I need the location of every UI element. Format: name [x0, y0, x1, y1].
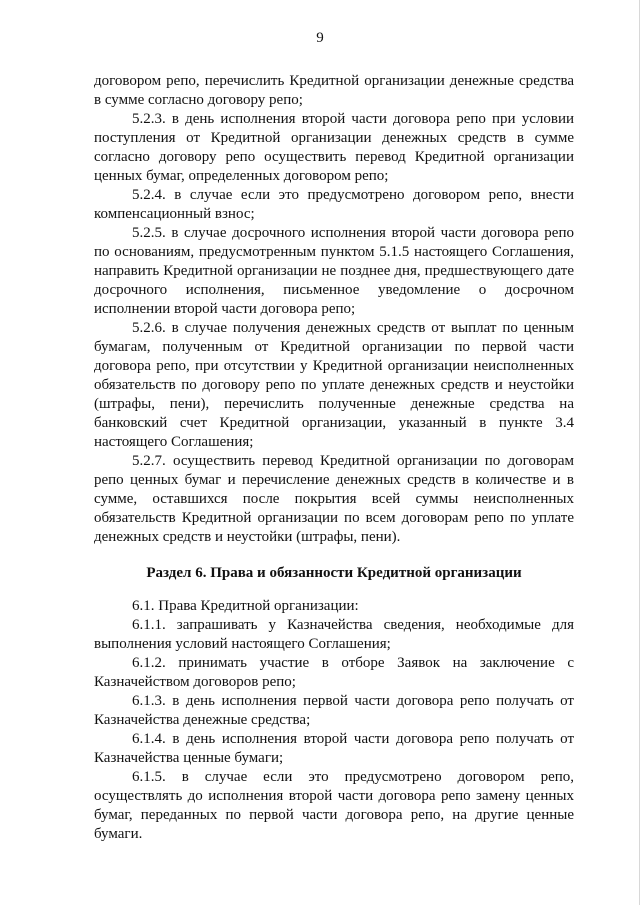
page-number: 9: [316, 30, 324, 46]
paragraph-continuation: договором репо, перечислить Кредитной организации денежные средства в сумме согласно договору репо;: [94, 73, 574, 108]
paragraph-5-2-4: 5.2.4. в случае если это предусмотрено договором репо, внести компенсационный взнос;: [94, 187, 574, 222]
paragraph-5-2-3: 5.2.3. в день исполнения второй части договора репо при условии поступления от Кредитной организации денежных средств в сумме согласно договору репо осуществить перевод Кредитной организации ценных бумаг, определенных договором репо;: [94, 111, 574, 184]
paragraph-5-2-5: 5.2.5. в случае досрочного исполнения второй части договора репо по основаниям, предусмотренным пунктом 5.1.5 настоящего Соглашения, направить Кредитной организации не позднее дня, предшествующего дате досрочного исполнения, письменное уведомление о досрочном исполнении второй части договора репо;: [94, 225, 574, 317]
paragraph-6-1-3: 6.1.3. в день исполнения первой части договора репо получать от Казначейства денежные средства;: [94, 693, 574, 728]
paragraph-5-2-6: 5.2.6. в случае получения денежных средств от выплат по ценным бумагам, полученным от Кредитной организации по первой части договора репо, при отсутствии у Кредитной организации неисполненных обязательств по договору репо по уплате денежных средств и неустойки (штрафы, пени), перечислить полученные денежные средства на банковский счет Кредитной организации, указанный в пункте 3.4 настоящего Соглашения;: [94, 320, 574, 450]
paragraph-6-1-2: 6.1.2. принимать участие в отборе Заявок на заключение с Казначейством договоров репо;: [94, 655, 574, 690]
paragraph-6-1-5: 6.1.5. в случае если это предусмотрено договором репо, осуществлять до исполнения второй части договора репо замену ценных бумаг, переданных по первой части договора репо, на другие ценные бумаги.: [94, 769, 574, 842]
paragraph-6-1: 6.1. Права Кредитной организации:: [132, 598, 359, 614]
paragraph-5-2-7: 5.2.7. осуществить перевод Кредитной организации по договорам репо ценных бумаг и перечисление денежных средств в количестве и в сумме, оставшихся после покрытия всей суммы неисполненных обязательств Кредитной организации по всем договорам репо по уплате денежных средств и неустойки (штрафы, пени).: [94, 453, 574, 545]
section-6-heading: Раздел 6. Права и обязанности Кредитной организации: [146, 565, 522, 581]
document-body: [94, 72, 574, 844]
paragraph-6-1-1: 6.1.1. запрашивать у Казначейства сведения, необходимые для выполнения условий настоящего Соглашения;: [94, 617, 574, 652]
paragraph-6-1-4: 6.1.4. в день исполнения второй части договора репо получать от Казначейства ценные бумаги;: [94, 731, 574, 766]
